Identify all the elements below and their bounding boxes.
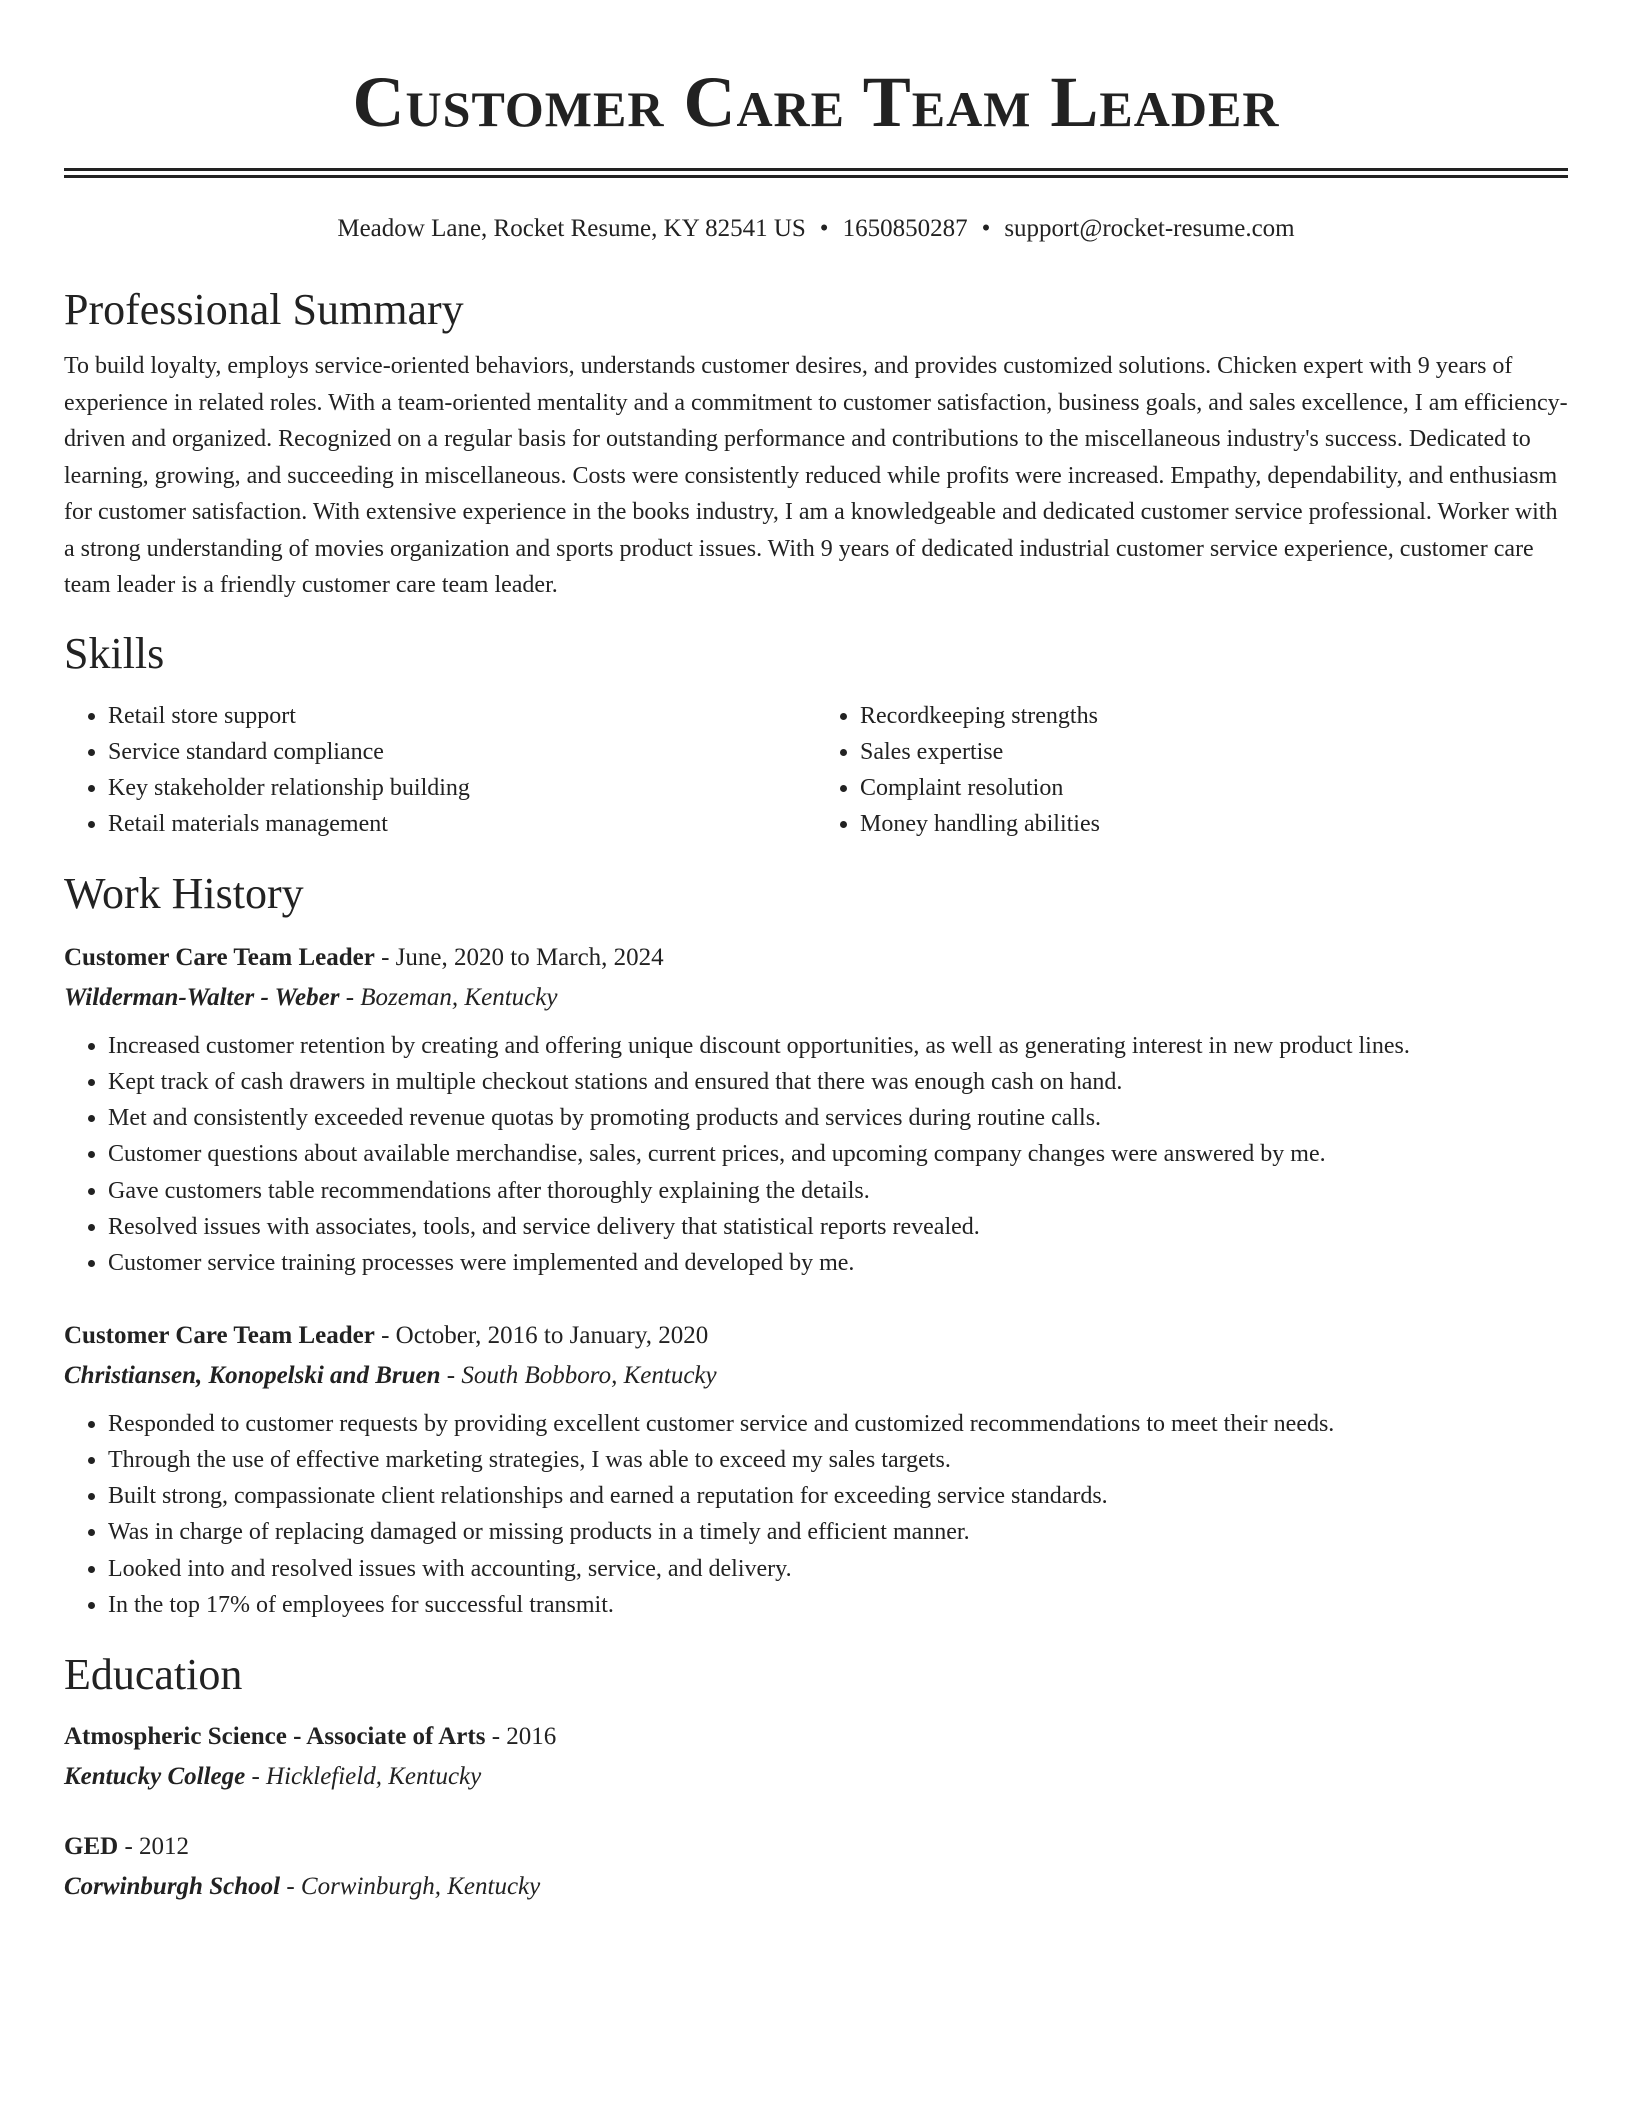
education-year: - 2016 [485, 1723, 557, 1751]
education-location: - Hicklefield, Kentucky [245, 1763, 482, 1791]
job-bullets [64, 1406, 1568, 1624]
contact-email: support@rocket-resume.com [1004, 215, 1295, 242]
skill-item: • Money handling abilities [860, 806, 1568, 842]
education-school: Kentucky College [64, 1763, 246, 1791]
job-bullet: • Looked into and resolved issues with accounting, service, and delivery. [108, 1551, 1568, 1587]
job-company-line [64, 978, 1568, 1018]
job-bullet: • Resolved issues with associates, tools, and service delivery that statistical reports revealed. [108, 1209, 1568, 1245]
job-bullet: • Through the use of effective marketing strategies, I was able to exceed my sales targets. [108, 1442, 1568, 1478]
job-company: Christiansen, Konopelski and Bruen [64, 1361, 441, 1389]
education-degree: GED [64, 1833, 119, 1861]
contact-line [64, 212, 1568, 246]
education-heading [64, 1827, 1568, 1867]
job-bullet: • Customer questions about available merchandise, sales, current prices, and upcoming company changes were answered by me. [108, 1136, 1568, 1172]
education-entry [64, 1717, 1568, 1797]
job-bullet: • Customer service training processes were implemented and developed by me. [108, 1245, 1568, 1281]
education-entry [64, 1827, 1568, 1907]
job-location: - Bozeman, Kentucky [339, 983, 558, 1011]
contact-separator: • [981, 215, 991, 242]
job-bullet: • Built strong, compassionate client relationships and earned a reputation for exceeding service standards. [108, 1478, 1568, 1514]
education-heading [64, 1717, 1568, 1757]
section-title-education: Education [64, 1650, 243, 1700]
job-company-line [64, 1356, 1568, 1396]
job-bullets [64, 1028, 1568, 1282]
job-role: Customer Care Team Leader [64, 1321, 375, 1349]
skills-list [64, 698, 1568, 842]
education-school-line [64, 1867, 1568, 1907]
resume-title: Customer Care Team Leader [352, 62, 1280, 142]
section-title-work-history: Work History [64, 868, 304, 918]
skill-item: • Retail store support [108, 698, 816, 734]
job-company: Wilderman-Walter - Weber [64, 983, 340, 1011]
job-location: - South Bobboro, Kentucky [440, 1361, 717, 1389]
education-location: - Corwinburgh, Kentucky [280, 1873, 541, 1901]
skills-column-right [816, 698, 1568, 842]
section-title-summary: Professional Summary [64, 285, 464, 334]
job-entry [64, 938, 1568, 1282]
job-bullet: • In the top 17% of employees for successful transmit. [108, 1587, 1568, 1623]
contact-separator: • [819, 215, 829, 242]
job-bullet: • Increased customer retention by creating and offering unique discount opportunities, as well as generating interest in new product lines. [108, 1028, 1568, 1064]
title-divider [64, 168, 1568, 178]
job-dates: - June, 2020 to March, 2024 [374, 943, 664, 971]
skill-item: • Complaint resolution [860, 770, 1568, 806]
job-bullet: • Gave customers table recommendations after thoroughly explaining the details. [108, 1173, 1568, 1209]
summary-text: To build loyalty, employs service-oriented behaviors, understands customer desires, and provides customized solutions. Chicken expert with 9 years of experience in related roles. With a team-oriented mentality and a commitment to customer satisfaction, business goals, and sales excellence, I am efficiency-driven and organized. Recognized on a regular basis for outstanding performance and contributions to the miscellaneous industry's success. Dedicated to learning, growing, and succeeding in miscellaneous. Costs were consistently reduced while profits were increased. Empathy, dependability, and enthusiasm for customer satisfaction. With extensive experience in the books industry, I am a knowledgeable and dedicated customer service professional. Worker with a strong understanding of movies organization and sports product issues. With 9 years of dedicated industrial customer service experience, customer care team leader is a friendly customer care team leader. [64, 353, 1568, 598]
education-school: Corwinburgh School [64, 1873, 281, 1901]
contact-phone: 1650850287 [842, 215, 968, 242]
skills-column-left [64, 698, 816, 842]
education-degree: Atmospheric Science - Associate of Arts [64, 1723, 486, 1751]
skill-item: • Retail materials management [108, 806, 816, 842]
job-heading [64, 1316, 1568, 1356]
skill-item: • Recordkeeping strengths [860, 698, 1568, 734]
job-bullet: • Met and consistently exceeded revenue quotas by promoting products and services during routine calls. [108, 1100, 1568, 1136]
skill-item: • Key stakeholder relationship building [108, 770, 816, 806]
job-bullet: • Responded to customer requests by providing excellent customer service and customized recommendations to meet their needs. [108, 1406, 1568, 1442]
skill-item: • Service standard compliance [108, 734, 816, 770]
job-entry [64, 1316, 1568, 1624]
education-school-line [64, 1757, 1568, 1797]
education-year: - 2012 [118, 1833, 190, 1861]
job-bullet: • Was in charge of replacing damaged or missing products in a timely and efficient manner. [108, 1514, 1568, 1550]
contact-address: Meadow Lane, Rocket Resume, KY 82541 US [337, 215, 806, 242]
job-dates: - October, 2016 to January, 2020 [374, 1321, 709, 1349]
job-heading [64, 938, 1568, 978]
skill-item: • Sales expertise [860, 734, 1568, 770]
job-bullet: • Kept track of cash drawers in multiple checkout stations and ensured that there was enough cash on hand. [108, 1064, 1568, 1100]
job-role: Customer Care Team Leader [64, 943, 375, 971]
section-title-skills: Skills [64, 628, 165, 678]
